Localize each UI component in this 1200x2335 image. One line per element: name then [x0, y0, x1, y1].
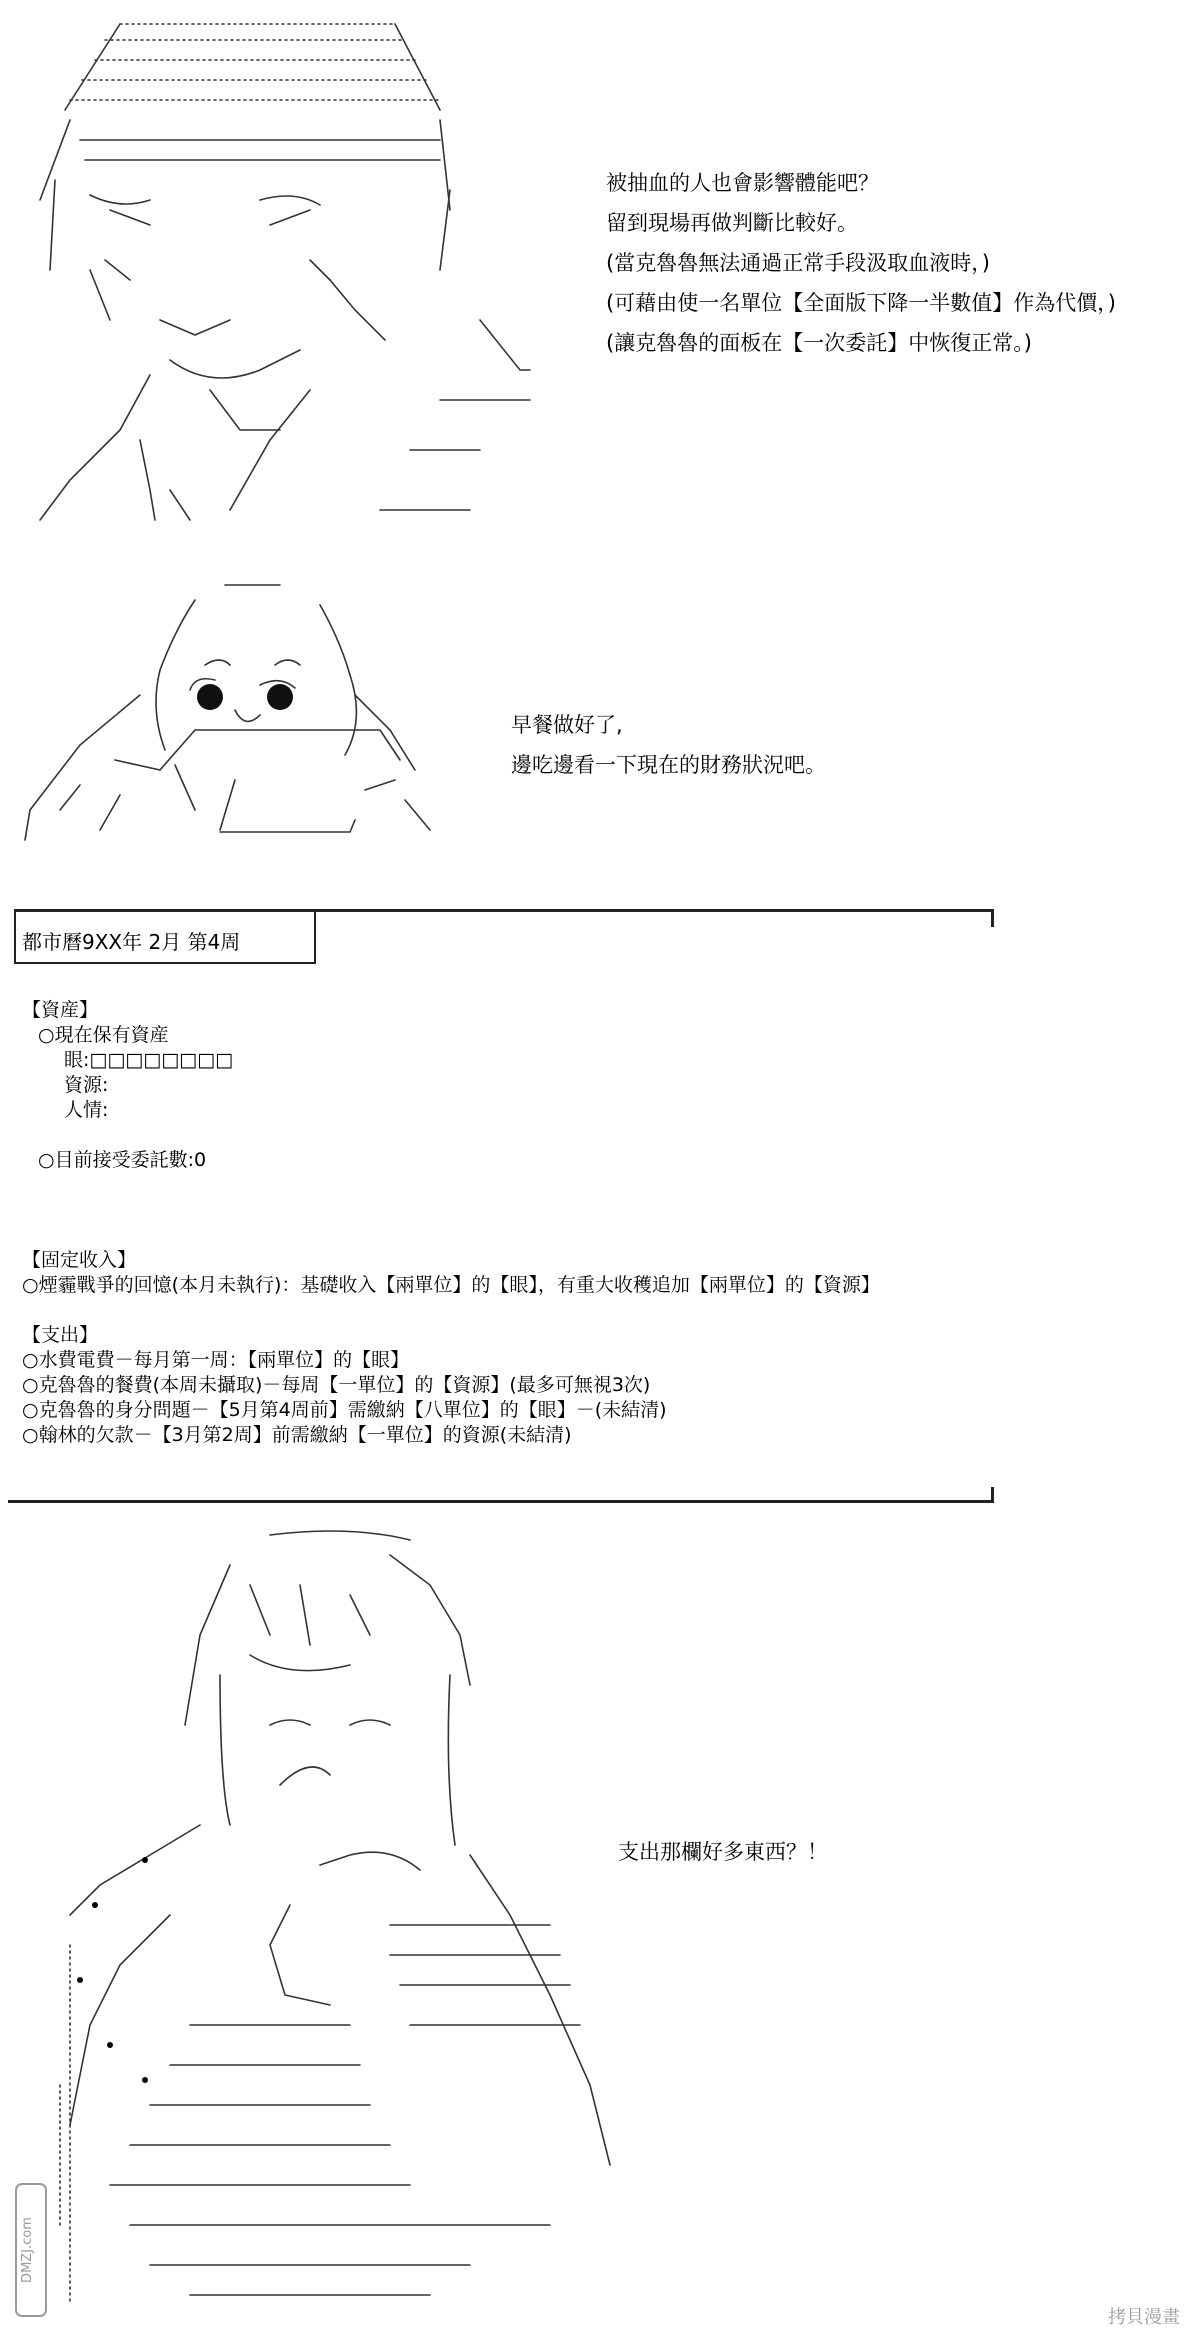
round-face-character-art [20, 570, 450, 850]
expense-item: ○克魯魯的身分問題－【5月第4周前】需繳納【八單位】的【眼】－(未結清) [22, 1399, 667, 1421]
glasses-character-art [10, 10, 540, 530]
expense-item: ○翰林的欠款－【3月第2周】前需繳納【一單位】的資源(未結清) [22, 1424, 572, 1446]
holdings-label: ○現在保有資産 [38, 1024, 169, 1046]
panel1-line: (讓克魯魯的面板在【一次委託】中恢復正常。) [606, 331, 1032, 355]
fixed-income-item: ○煙霾戰爭的回憶(本月未執行)：基礎收入【兩單位】的【眼】，有重大收穫追加【兩單位】的【資源】 [22, 1274, 880, 1296]
commissions-count: ○目前接受委託數:0 [38, 1149, 207, 1171]
expense-item: ○克魯魯的餐費(本周未攝取)－每周【一單位】的【資源】(最多可無視3次) [22, 1374, 651, 1396]
fixed-income-header: 【固定收入】 [22, 1249, 137, 1271]
assets-header: 【資産】 [22, 999, 99, 1021]
footer-right-cap [991, 1487, 994, 1503]
panel1-dialogue [606, 163, 1116, 363]
panel2-line: 邊吃邊看一下現在的財務狀況吧。 [511, 753, 826, 777]
panel1-line: 被抽血的人也會影響體能吧？ [606, 171, 879, 195]
panel3-line: 支出那欄好多東西？！ [618, 1840, 828, 1864]
copymanga-watermark: 拷貝漫畫 [1108, 2307, 1180, 2328]
panel1-line: 留到現場再做判斷比較好。 [606, 211, 858, 235]
panel2-line: 早餐做好了, [511, 713, 623, 737]
calendar-date: 都市曆9XX年 2月 第4周 [22, 930, 241, 954]
dmzj-watermark [12, 2180, 50, 2320]
expense-item: ○水費電費－每月第一周：【兩單位】的【眼】 [22, 1349, 410, 1371]
status-header [14, 909, 994, 970]
header-right-cap [991, 909, 994, 927]
panel2-dialogue [511, 705, 826, 785]
eye-value: 眼:□□□□□□□□ [64, 1049, 234, 1071]
panel1-line: (可藉由使一名單位【全面版下降一半數值】作為代價，) [606, 291, 1116, 315]
status-footer [8, 1500, 994, 1503]
resource-value: 資源: [64, 1074, 109, 1096]
status-body [22, 998, 880, 1448]
dmzj-watermark-text: DMZJ.com [20, 2217, 35, 2283]
panel3-dialogue [618, 1832, 828, 1872]
shocked-character-art [50, 1525, 650, 2325]
favor-value: 人情: [64, 1099, 109, 1121]
expense-header: 【支出】 [22, 1324, 99, 1346]
panel1-line: (當克魯魯無法通過正常手段汲取血液時，) [606, 251, 990, 275]
